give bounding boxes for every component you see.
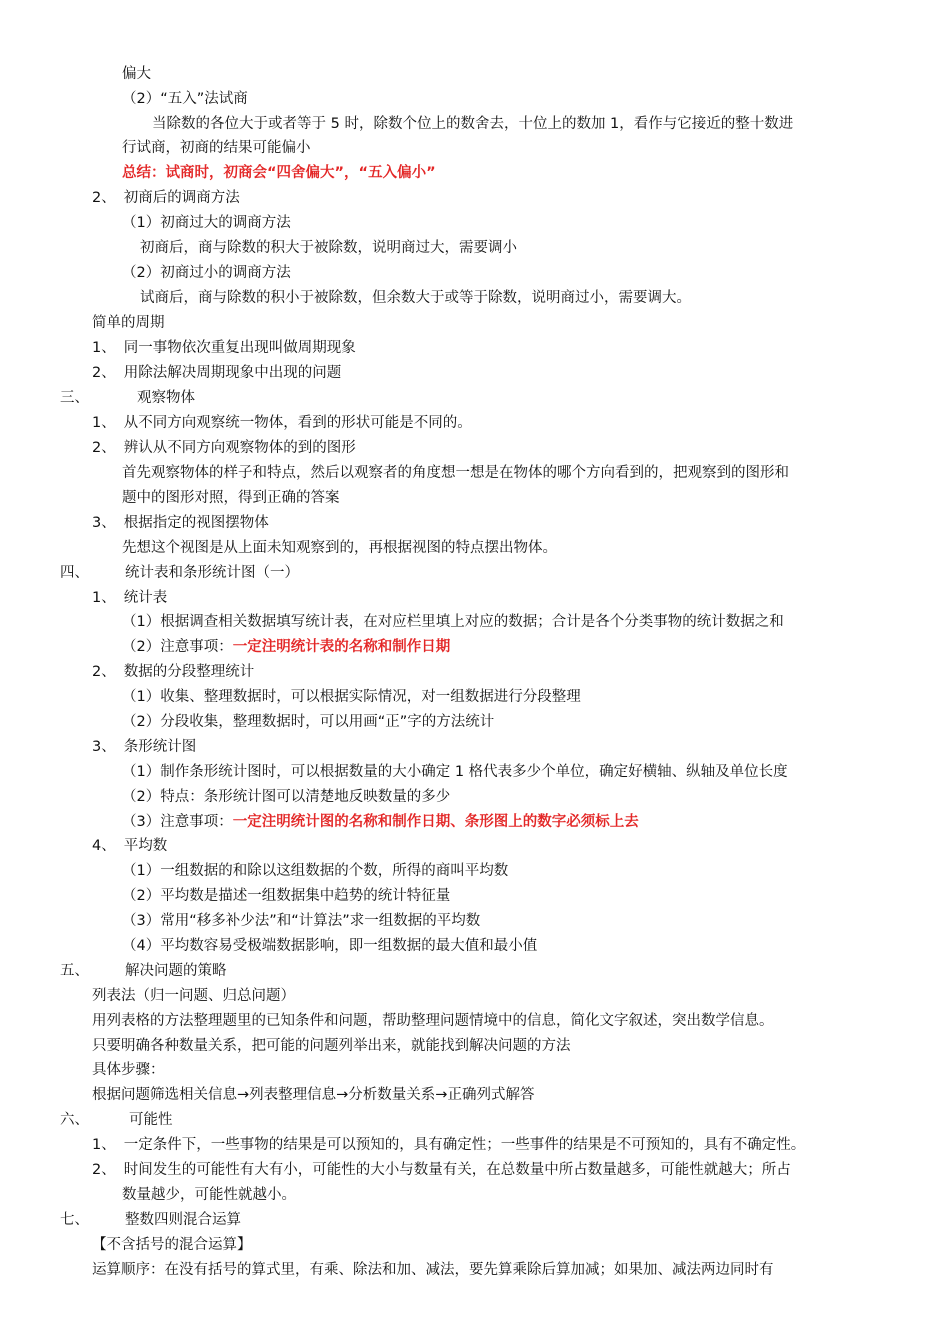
line-text: （1）制作条形统计图时，可以根据数量的大小确定 1 格代表多少个单位，确定好横轴、纵轴及单位长度 [122,764,788,780]
line-text: 用除法解决周期现象中出现的问题 [123,365,342,381]
section-heading [60,563,299,583]
list-item [92,438,356,458]
section-heading [60,1110,173,1130]
highlight-text: 一定注明统计图的名称和制作日期、条形图上的数字必须标上去 [232,814,639,830]
section-title [92,313,165,333]
list-item [92,513,269,533]
line-text: （3）注意事项： [122,814,233,830]
line-text: 平均数 [123,838,168,854]
line-text: 总结：试商时，初商会“四舍偏大”，“五入偏小” [122,165,436,181]
list-item [92,363,341,383]
section-heading [60,388,195,408]
list-item [92,1135,805,1155]
line-text: （4）平均数容易受极端数据影响，即一组数据的最大值和最小值 [122,938,538,954]
line-text: 试商后，商与除数的积小于被除数，但余数大于或等于除数，说明商过小，需要调大。 [140,290,691,306]
line-text: 统计表 [123,590,168,606]
line-text: （2）平均数是描述一组数据集中趋势的统计特征量 [122,888,451,904]
line-text: 数据的分段整理统计 [123,664,255,680]
subheading [92,1235,252,1255]
line-text: 统计表和条形统计图（一） [125,565,299,581]
list-number: 2、 [92,365,116,381]
paragraph-line [122,812,639,832]
section-number: 四、 [60,565,89,581]
section-number: 三、 [60,390,89,406]
paragraph-line [122,637,450,657]
line-text: 题中的图形对照，得到正确的答案 [122,490,340,506]
line-text: （2）初商过小的调商方法 [122,265,291,281]
line-text: 偏大 [122,66,151,82]
highlight-text: 一定注明统计表的名称和制作日期 [232,639,451,655]
list-number: 1、 [92,340,116,356]
list-item [92,737,196,757]
list-number: 1、 [92,1137,116,1153]
paragraph-line [152,114,793,134]
line-text: （1）收集、整理数据时，可以根据实际情况，对一组数据进行分段整理 [122,689,581,705]
text-line [122,64,151,84]
list-item [92,188,240,208]
line-text: 首先观察物体的样子和特点，然后以观察者的角度想一想是在物体的哪个方向看到的，把观察到的图形和 [122,465,789,481]
paragraph-line [92,1011,774,1031]
subheading [122,213,291,233]
line-text: 可能性 [129,1112,173,1128]
line-text: （1）根据调查相关数据填写统计表，在对应栏里填上对应的数据；合计是各个分类事物的统计数据之和 [122,614,784,630]
line-text: （2）特点：条形统计图可以清楚地反映数量的多少 [122,789,451,805]
paragraph-line [92,1036,571,1056]
list-item [92,1160,791,1180]
list-number: 4、 [92,838,116,854]
line-text: 初商后的调商方法 [123,190,240,206]
line-text: 行试商，初商的结果可能偏小 [122,140,311,156]
line-text: 列表法（归一问题、归总问题） [92,988,295,1004]
line-text: （2）分段收集，整理数据时，可以用画“正”字的方法统计 [122,714,495,730]
list-number: 1、 [92,590,116,606]
paragraph-line [92,1085,534,1105]
line-text: 条形统计图 [123,739,197,755]
line-text: 解决问题的策略 [125,963,227,979]
line-text: 只要明确各种数量关系，把可能的问题列举出来，就能找到解决问题的方法 [92,1038,571,1054]
line-text: 【不含括号的混合运算】 [92,1237,252,1253]
line-text: 整数四则混合运算 [125,1212,241,1228]
paragraph-line [122,886,450,906]
subheading [122,263,291,283]
section-number: 五、 [60,963,89,979]
list-item [92,338,356,358]
paragraph-line [92,1060,165,1080]
line-text: 观察物体 [137,390,195,406]
line-text: 根据指定的视图摆物体 [123,515,269,531]
line-text: 辨认从不同方向观察物体的到的图形 [123,440,356,456]
paragraph-line [122,712,494,732]
paragraph-line [92,986,295,1006]
line-text: 根据问题筛选相关信息→列表整理信息→分析数量关系→正确列式解答 [92,1087,535,1103]
subheading [122,89,248,109]
paragraph-line [122,138,311,158]
list-item [92,413,472,433]
list-number: 3、 [92,515,116,531]
paragraph-line [122,787,450,807]
list-number: 2、 [92,664,116,680]
line-text: 用列表格的方法整理题里的已知条件和问题，帮助整理问题情境中的信息，简化文字叙述，突出数学信息。 [92,1013,774,1029]
list-number: 1、 [92,415,116,431]
line-text: 同一事物依次重复出现叫做周期现象 [123,340,356,356]
paragraph-line [122,612,784,632]
list-item [92,662,254,682]
line-text: （1）初商过大的调商方法 [122,215,291,231]
section-number: 七、 [60,1212,89,1228]
paragraph-line [122,911,480,931]
line-text: 具体步骤： [92,1062,165,1078]
list-number: 2、 [92,1162,116,1178]
list-number: 2、 [92,440,116,456]
line-text: （2）注意事项： [122,639,233,655]
line-text: 一定条件下，一些事物的结果是可以预知的，具有确定性；一些事件的结果是不可预知的，具有不确定性。 [123,1137,806,1153]
line-text: 数量越少，可能性就越小。 [122,1187,296,1203]
paragraph-line [122,861,508,881]
list-item [92,588,167,608]
section-heading [60,961,227,981]
list-number: 3、 [92,739,116,755]
paragraph-line [122,762,788,782]
line-text: 初商后，商与除数的积大于被除数，说明商过大，需要调小 [140,240,517,256]
line-text: 运算顺序：在没有括号的算式里，有乘、除法和加、减法，要先算乘除后算加减；如果加、减法两边同时有 [92,1262,774,1278]
line-text: 简单的周期 [92,315,165,331]
line-text: （2）“五入”法试商 [122,91,248,107]
paragraph-line [122,936,537,956]
paragraph-line [122,687,581,707]
line-text: （1）一组数据的和除以这组数据的个数，所得的商叫平均数 [122,863,509,879]
paragraph-line [122,463,789,483]
paragraph-line [122,1185,296,1205]
section-number: 六、 [60,1112,89,1128]
paragraph-line [92,1260,774,1280]
list-number: 2、 [92,190,116,206]
paragraph-line [140,288,691,308]
paragraph-line [140,238,517,258]
line-text: 先想这个视图是从上面未知观察到的，再根据视图的特点摆出物体。 [122,540,557,556]
paragraph-line [122,538,557,558]
line-text: 当除数的各位大于或者等于 5 时，除数个位上的数舍去，十位上的数加 1，看作与它接近的整十数进 [152,116,794,132]
summary-highlight [122,163,436,183]
list-item [92,836,167,856]
line-text: 从不同方向观察统一物体，看到的形状可能是不同的。 [123,415,472,431]
paragraph-line [122,488,340,508]
line-text: （3）常用“移多补少法”和“计算法”求一组数据的平均数 [122,913,481,929]
line-text: 时间发生的可能性有大有小，可能性的大小与数量有关，在总数量中所占数量越多，可能性就越大；所占 [123,1162,791,1178]
section-heading [60,1210,241,1230]
